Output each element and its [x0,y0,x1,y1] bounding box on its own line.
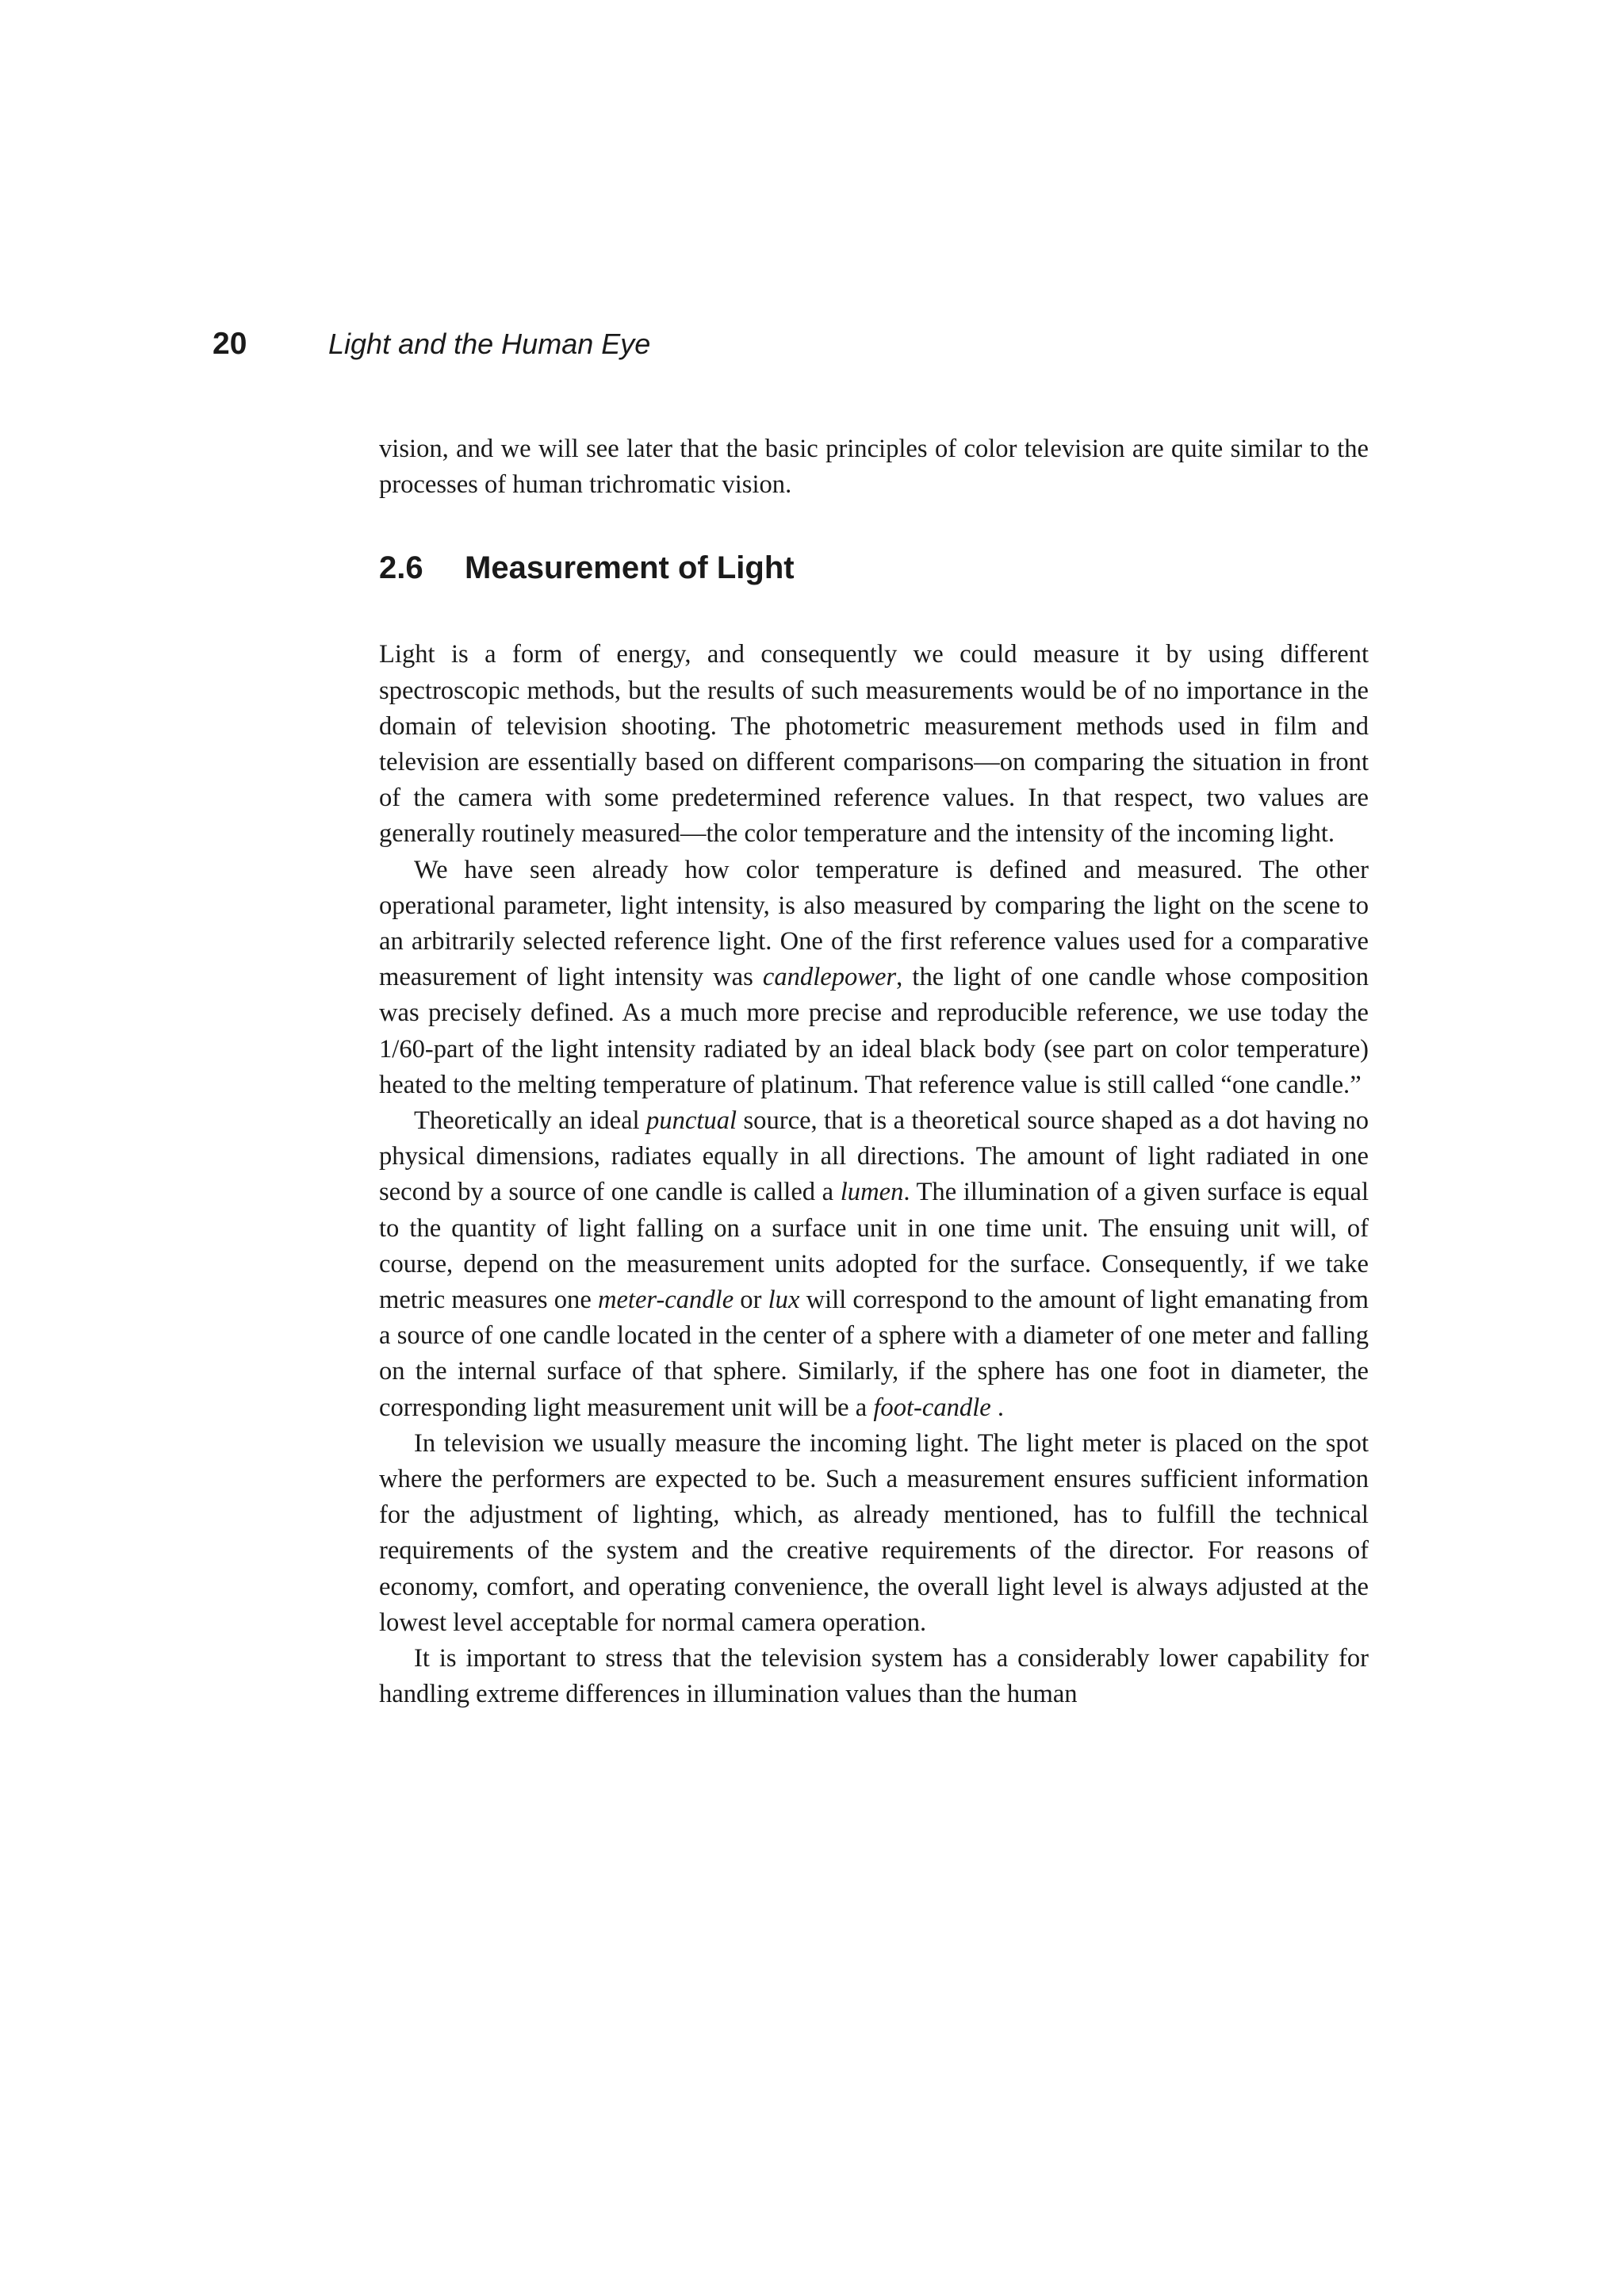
paragraph-2-text-a: We have seen already how color temperature is defined and measured. The other operational parameter, light intensity, is also measured by comparing the light on the scene to an arbitrarily selected reference light. One of the first reference values used for a comparative measurement of light intensity was [379,855,1369,992]
paragraph-3-text-d: or [733,1286,768,1315]
paragraph-3-text-b: source, that is a theoretical source shaped as a dot having no physical dimensions, radiates equally in all directions. The amount of light radiated in one second by a source of one candle is called a [379,1106,1369,1207]
paragraph-3-text-a: Theoretically an ideal [414,1106,647,1136]
term-foot-candle: foot-candle [873,1393,991,1422]
running-head [213,327,650,371]
intro-paragraph: vision, and we will see later that the basic principles of color television are quite similar to the processes of human trichromatic vision. [379,435,1369,500]
section-heading [379,548,1369,588]
section-number: 2.6 [379,550,423,586]
term-lux: lux [768,1286,800,1315]
term-meter-candle: meter-candle [597,1286,734,1315]
paragraph-3-text-f: . [990,1393,1005,1422]
paragraph-1: Light is a form of energy, and consequently we could measure it by using different spectroscopic methods, but the results of such measurements would be of no importance in the domain of television shooting. The photometric measurement methods used in film and television are essentially based on different comparisons—on comparing the situation in front of the camera with some predetermined reference values. In that respect, two values are generally routinely measured—the color temperature and the intensity of the incoming light. [379,640,1369,849]
term-punctual: punctual [646,1106,737,1136]
term-candlepower: candlepower [762,963,897,992]
paragraph-2-text-b: , the light of one candle whose composition was precisely defined. As a much more precise and reproducible reference, we use today the 1/60-part of the light intensity radiated by an ideal black body (see part on color temperature) heated to the melting temperature of platinum. That reference value is still called “one candle.” [379,963,1369,1099]
page-number: 20 [213,327,247,361]
body-text [379,431,1369,1713]
paragraph-3-text-c: . The illumination of a given surface is equal to the quantity of light falling on a surface unit in one time unit. The ensuing unit will, of course, depend on the measurement units adopted for the surface. Consequently, if we take metric measures one [379,1178,1369,1315]
paragraph-3-text-e: will correspond to the amount of light emanating from a source of one candle located in the center of a sphere with a diameter of one meter and falling on the internal surface of that sphere. Similarly, if the sphere has one foot in diameter, the corresponding light measurement unit will be a [379,1286,1369,1422]
paragraph-2 [379,853,1369,1103]
running-title: Light and the Human Eye [328,328,651,360]
paragraph-3 [379,1103,1369,1426]
paragraph-4: In television we usually measure the incoming light. The light meter is placed on the spot where the performers are expected to be. Such a measurement ensures sufficient information for the adjustment of lighting, which, as already mentioned, has to fulfill the technical requirements of the system and the creative requirements of the director. For reasons of economy, comfort, and operating convenience, the overall light level is always adjusted at the lowest level acceptable for normal camera operation. [379,1428,1369,1637]
paragraph-5: It is important to stress that the television system has a considerably lower capability for handling extreme differences in illumination values than the human [379,1644,1369,1709]
section-title: Measurement of Light [465,550,795,586]
term-lumen: lumen [840,1178,904,1207]
